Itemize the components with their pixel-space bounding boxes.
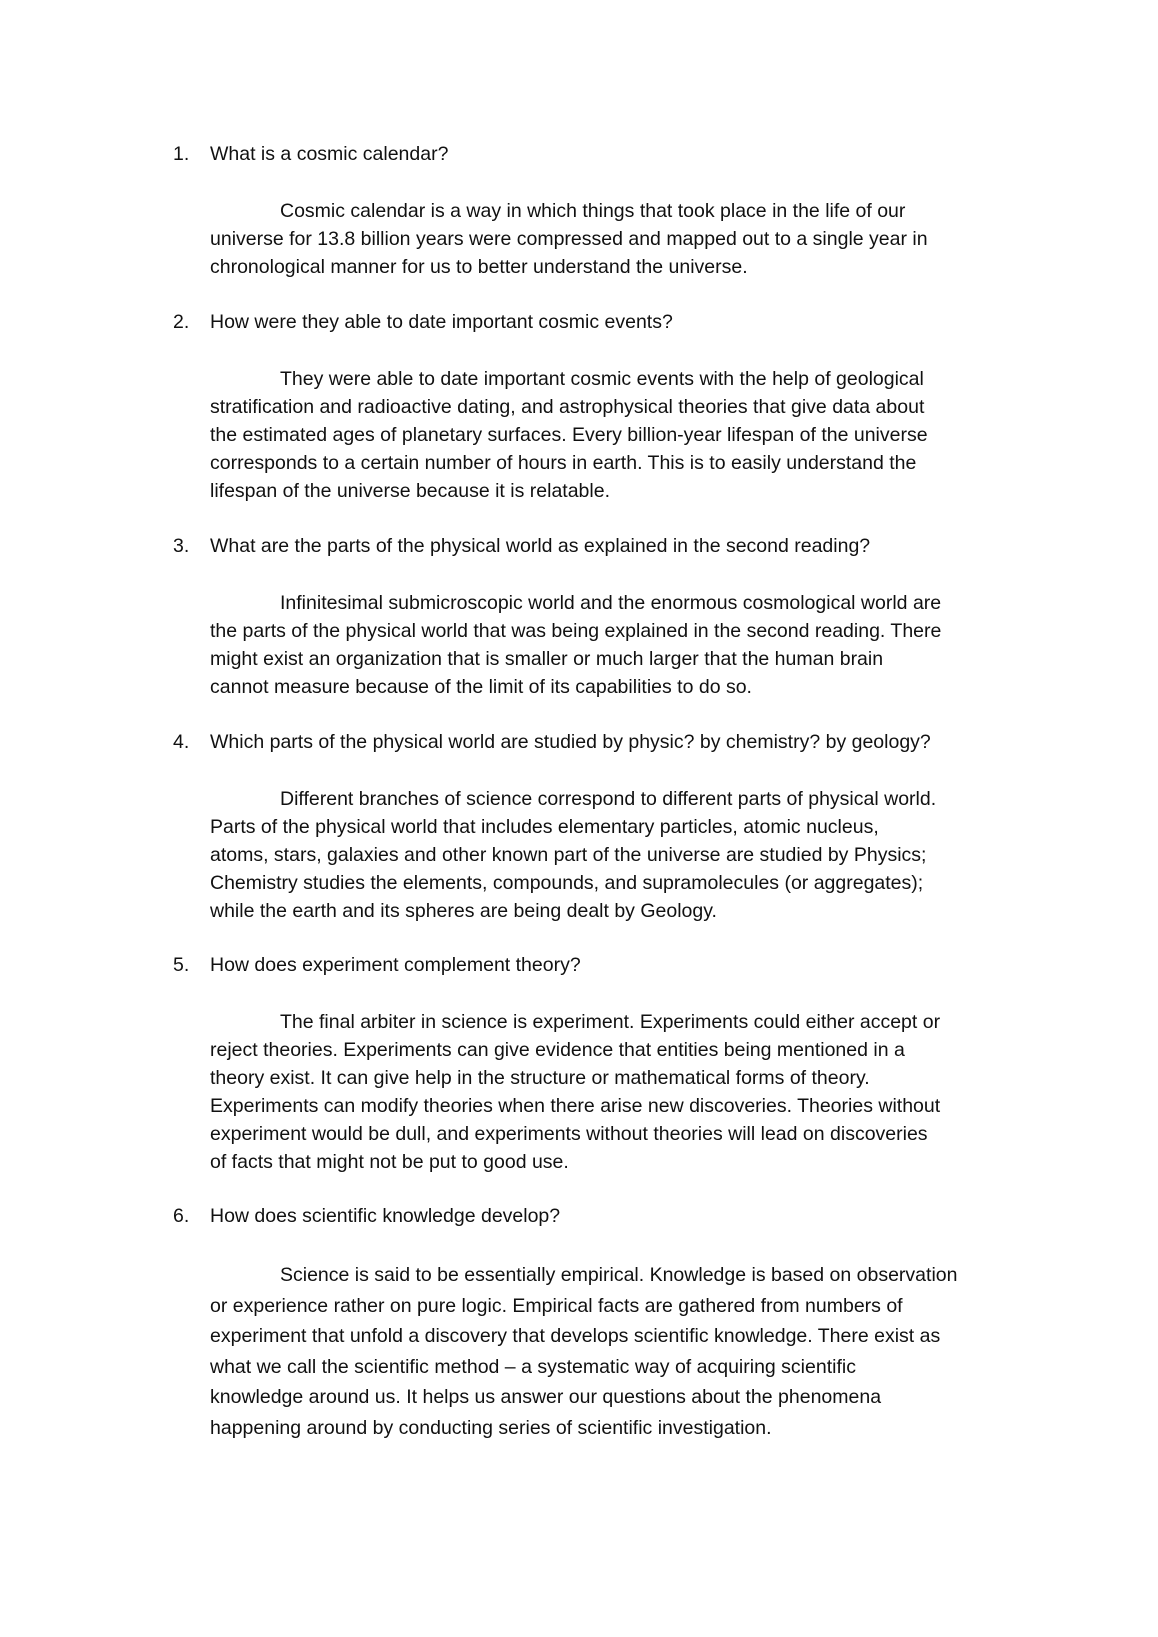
answer-1 — [210, 197, 1040, 281]
answer-2 — [210, 365, 1040, 505]
answer-line: reject theories. Experiments can give evidence that entities being mentioned in a — [210, 1039, 905, 1061]
question-number: 3. — [173, 535, 190, 557]
answer-line: Parts of the physical world that includes elementary particles, atomic nucleus, — [210, 816, 879, 838]
answer-line: theory exist. It can give help in the structure or mathematical forms of theory. — [210, 1067, 870, 1089]
answer-5 — [210, 1008, 1040, 1176]
question-text: How were they able to date important cosmic events? — [210, 311, 673, 333]
answer-line: experiment that unfold a discovery that develops scientific knowledge. There exist as — [210, 1325, 941, 1347]
answer-line: They were able to date important cosmic events with the help of geological — [280, 368, 924, 390]
answer-line: The final arbiter in science is experiment. Experiments could either accept or — [280, 1011, 941, 1033]
question-number: 1. — [173, 143, 190, 165]
answer-line: universe for 13.8 billion years were compressed and mapped out to a single year in — [210, 228, 928, 250]
question-2 — [0, 308, 1158, 336]
answer-line: Infinitesimal submicroscopic world and the enormous cosmological world are — [280, 592, 942, 614]
answer-line: cannot measure because of the limit of its capabilities to do so. — [210, 676, 752, 698]
answer-line: what we call the scientific method – a systematic way of acquiring scientific — [210, 1355, 856, 1378]
question-1 — [0, 140, 1158, 168]
answer-3 — [210, 589, 1040, 701]
question-number: 5. — [173, 954, 190, 976]
answer-6 — [210, 1260, 1040, 1443]
answer-line: the estimated ages of planetary surfaces. Every billion-year lifespan of the universe — [210, 424, 928, 446]
answer-line: chronological manner for us to better understand the universe. — [210, 256, 748, 278]
question-number: 2. — [173, 311, 190, 333]
answer-line: might exist an organization that is smaller or much larger that the human brain — [210, 648, 884, 670]
answer-line: knowledge around us. It helps us answer our questions about the phenomena — [210, 1386, 882, 1408]
answer-line: or experience rather on pure logic. Empirical facts are gathered from numbers of — [210, 1294, 903, 1317]
question-number: 4. — [173, 731, 190, 753]
question-text: Which parts of the physical world are studied by physic? by chemistry? by geology? — [210, 731, 931, 753]
answer-line: the parts of the physical world that was being explained in the second reading. There — [210, 620, 942, 642]
question-text: What is a cosmic calendar? — [210, 143, 449, 165]
answer-line: Experiments can modify theories when there arise new discoveries. Theories without — [210, 1095, 941, 1117]
question-text: What are the parts of the physical world as explained in the second reading? — [210, 535, 871, 557]
answer-line: experiment would be dull, and experiments without theories will lead on discoveries — [210, 1123, 928, 1145]
answer-line: stratification and radioactive dating, and astrophysical theories that give data about — [210, 396, 925, 418]
answer-line: Science is said to be essentially empirical. Knowledge is based on observation — [280, 1264, 958, 1286]
answer-line: corresponds to a certain number of hours in earth. This is to easily understand the — [210, 452, 917, 474]
answer-line: Chemistry studies the elements, compounds, and supramolecules (or aggregates); — [210, 872, 924, 894]
answer-line: of facts that might not be put to good use. — [210, 1151, 569, 1173]
answer-line: atoms, stars, galaxies and other known part of the universe are studied by Physics; — [210, 844, 927, 866]
answer-line: while the earth and its spheres are being dealt by Geology. — [210, 900, 717, 922]
answer-line: lifespan of the universe because it is relatable. — [210, 480, 610, 502]
question-3 — [0, 532, 1158, 560]
question-6 — [0, 1202, 1158, 1230]
question-number: 6. — [173, 1205, 190, 1227]
answer-line: Different branches of science correspond to different parts of physical world. — [280, 788, 937, 810]
question-4 — [0, 728, 1158, 756]
answer-4 — [210, 785, 1040, 925]
answer-line: happening around by conducting series of scientific investigation. — [210, 1416, 772, 1439]
answer-line: Cosmic calendar is a way in which things that took place in the life of our — [280, 200, 906, 222]
question-5 — [0, 951, 1158, 979]
question-text: How does experiment complement theory? — [210, 954, 581, 976]
question-text: How does scientific knowledge develop? — [210, 1205, 561, 1227]
